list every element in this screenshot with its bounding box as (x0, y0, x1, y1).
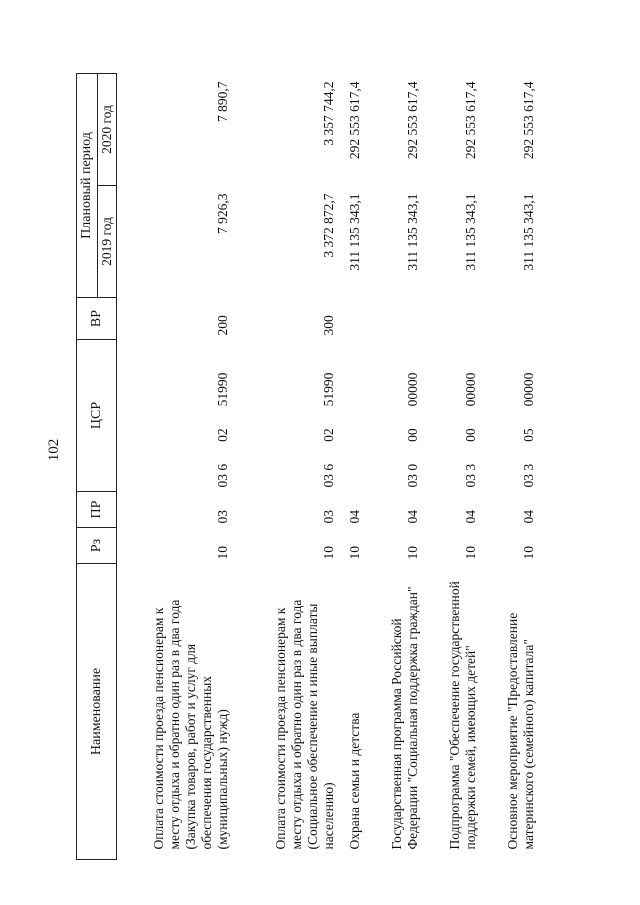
csr-part: 00000 (521, 372, 536, 407)
row-value-2019: 3 372 872,7 (321, 193, 336, 258)
row-pr: 04 (463, 510, 478, 524)
csr-part: 51990 (215, 372, 230, 407)
row-name: Оплата стоимости проезда пенсионерам к месту отдыха и обратно один раз в два года (Закупка товаров, работ и услуг для обеспечения государственных (муниципальных) нужд) (151, 599, 231, 850)
row-name: Государственная программа Российской Федерации "Социальная поддержка граждан" (389, 586, 421, 850)
table-header (77, 73, 117, 859)
header-year-2020: 2020 год (98, 73, 117, 185)
row-csr (235, 340, 341, 492)
row-value-2020: 292 553 617,4 (405, 81, 420, 160)
row-rz: 10 (521, 546, 536, 560)
row-pr: 03 (321, 510, 336, 524)
csr-part: 03 0 (405, 463, 420, 488)
row-vr (425, 298, 483, 340)
row-pr: 04 (521, 510, 536, 524)
row-csr (425, 340, 483, 492)
table-row (367, 73, 425, 859)
row-value-2019: 311 135 343,1 (347, 193, 362, 271)
row-rz: 10 (347, 546, 362, 560)
row-vr (367, 298, 425, 340)
header-pr: ПР (77, 492, 117, 528)
row-rz: 10 (215, 546, 230, 560)
page-number: 102 (46, 438, 62, 462)
header-csr: ЦСР (77, 340, 117, 492)
row-value-2020: 7 890,7 (215, 81, 230, 122)
row-value-2019: 311 135 343,1 (463, 193, 478, 271)
row-rz: 10 (405, 546, 420, 560)
header-year-2019: 2019 год (98, 186, 117, 298)
csr-part: 00 (463, 428, 478, 442)
row-value-2020: 3 357 744,2 (321, 81, 336, 146)
budget-sheet (76, 74, 564, 860)
row-vr (341, 298, 367, 340)
header-vr: ВР (77, 298, 117, 340)
row-rz: 10 (321, 546, 336, 560)
row-csr (341, 340, 367, 492)
table-row (341, 73, 367, 859)
row-value-2020: 292 553 617,4 (521, 81, 536, 160)
table-row (235, 73, 341, 859)
csr-part: 03 6 (321, 463, 336, 488)
csr-part: 03 6 (215, 463, 230, 488)
row-name: Основное мероприятие "Предоставление материнского (семейного) капитала" (505, 612, 537, 850)
row-value-2019: 7 926,3 (215, 193, 230, 234)
row-rz: 10 (463, 546, 478, 560)
row-value-2019: 311 135 343,1 (521, 193, 536, 271)
row-value-2019: 311 135 343,1 (405, 193, 420, 271)
table-row (117, 73, 236, 859)
row-pr: 04 (347, 510, 362, 524)
row-csr (367, 340, 425, 492)
row-value-2020: 292 553 617,4 (347, 81, 362, 160)
row-vr (483, 298, 541, 340)
row-name: Оплата стоимости проезда пенсионерам к месту отдыха и обратно один раз в два года (Социальное обеспечение и иные выплаты населению) (273, 599, 337, 850)
csr-part: 03 3 (463, 463, 478, 488)
row-vr: 200 (215, 315, 230, 336)
csr-part: 02 (321, 428, 336, 442)
row-pr: 03 (215, 510, 230, 524)
table-row (483, 73, 541, 859)
header-rz: Рз (77, 528, 117, 564)
row-name: Подпрограмма "Обеспечение государственной поддержки семей, имеющих детей" (447, 581, 479, 850)
csr-part: 05 (521, 428, 536, 442)
csr-part: 00000 (405, 372, 420, 407)
header-period: Плановый период (77, 73, 98, 297)
header-name: Наименование (77, 564, 117, 860)
row-pr: 04 (405, 510, 420, 524)
csr-part: 02 (215, 428, 230, 442)
row-csr (483, 340, 541, 492)
budget-table (76, 73, 541, 860)
row-csr (117, 340, 236, 492)
row-name: Охрана семьи и детства (347, 712, 363, 850)
row-vr: 300 (321, 315, 336, 336)
csr-part: 03 3 (521, 463, 536, 488)
csr-part: 00 (405, 428, 420, 442)
csr-part: 00000 (463, 372, 478, 407)
table-row (425, 73, 483, 859)
row-value-2020: 292 553 617,4 (463, 81, 478, 160)
csr-part: 51990 (321, 372, 336, 407)
